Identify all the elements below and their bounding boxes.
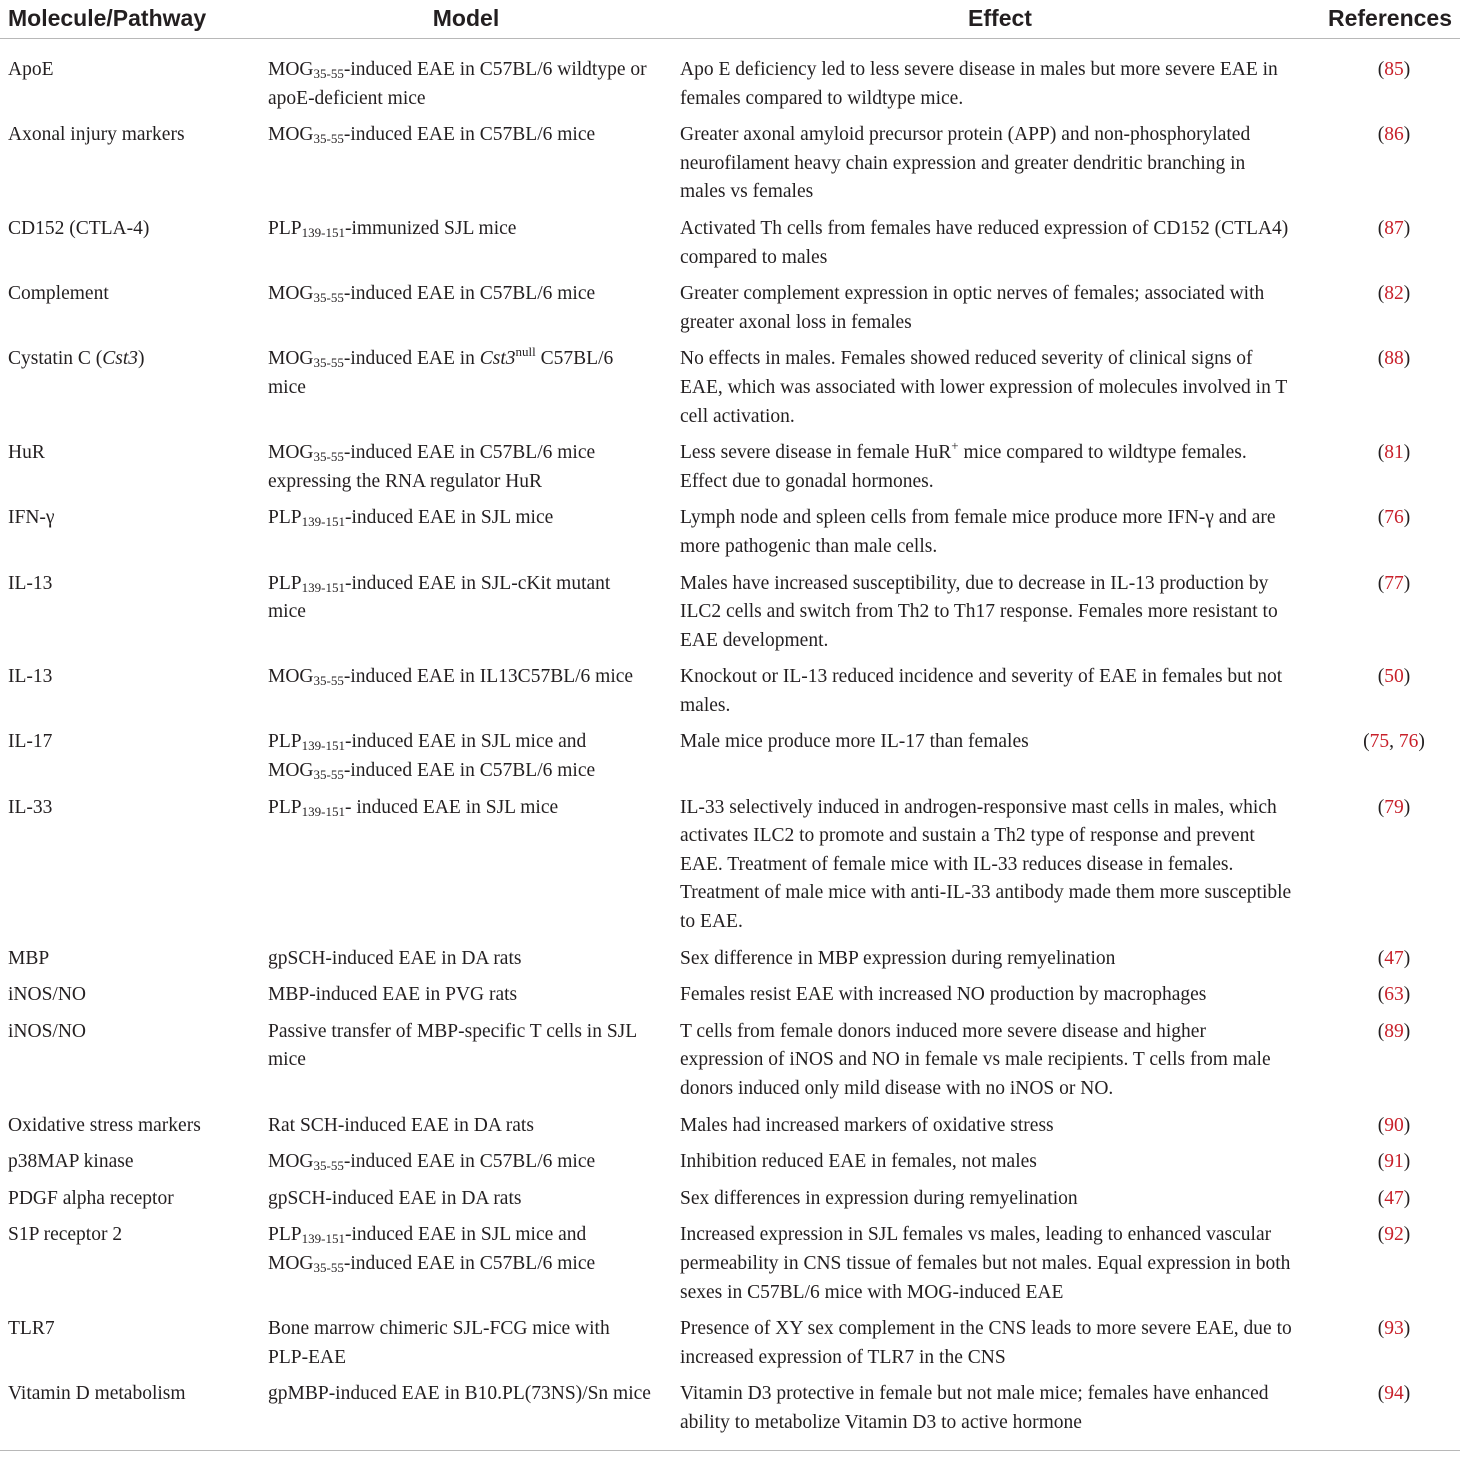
table-body bbox=[0, 39, 1460, 1451]
cell-molecule bbox=[0, 728, 260, 793]
model-text: C57BL/6 mice bbox=[268, 348, 614, 398]
reference-link[interactable]: 89 bbox=[1384, 1020, 1404, 1042]
cell-molecule bbox=[0, 1315, 260, 1380]
cell-references: (88) bbox=[1377, 348, 1411, 370]
model-text: MOG bbox=[268, 442, 314, 464]
model-text: -induced EAE in IL13C57BL/6 mice bbox=[343, 666, 634, 688]
model-text: -induced EAE in C57BL/6 mice bbox=[343, 124, 596, 146]
cell-model bbox=[260, 1380, 672, 1450]
cell-effect bbox=[672, 1148, 1328, 1185]
molecule-text: iNOS/NO bbox=[8, 984, 87, 1006]
model-text: MOG bbox=[268, 59, 314, 80]
cell-molecule bbox=[0, 504, 260, 569]
effect-text: Presence of XY sex complement in the CNS leads to more severe EAE, due to increased expression of TLR7 in the CNS bbox=[680, 1318, 1292, 1368]
cell-effect bbox=[672, 280, 1328, 345]
effect-text: Sex difference in MBP expression during remyelination bbox=[680, 947, 1116, 969]
molecule-text: iNOS/NO bbox=[8, 1020, 87, 1042]
effect-text: Lymph node and spleen cells from female mice produce more IFN-γ and are more pathogenic than male cells. bbox=[680, 507, 1276, 557]
model-text: -induced EAE in SJL mice and MOG bbox=[268, 731, 587, 782]
reference-link[interactable]: 86 bbox=[1384, 124, 1404, 146]
model-text: -induced EAE in bbox=[343, 348, 480, 370]
reference-link[interactable]: 91 bbox=[1384, 1151, 1404, 1173]
model-text: MOG bbox=[268, 283, 314, 305]
effect-text: Inhibition reduced EAE in females, not males bbox=[680, 1151, 1037, 1173]
effect-text: Vitamin D3 protective in female but not male mice; females have enhanced ability to metabolize Vitamin D3 to active hormone bbox=[680, 1383, 1269, 1433]
model-text: -immunized SJL mice bbox=[344, 217, 517, 239]
reference-link[interactable]: 82 bbox=[1384, 283, 1404, 305]
table-row bbox=[0, 1315, 1460, 1380]
cell-molecule bbox=[0, 1112, 260, 1149]
table-row bbox=[0, 1221, 1460, 1315]
model-subscript: 35-55 bbox=[313, 1158, 344, 1174]
table-row bbox=[0, 1018, 1460, 1112]
model-text: -induced EAE in C57BL/6 wildtype or apoE-deficient mice bbox=[268, 59, 647, 109]
table-row bbox=[0, 981, 1460, 1018]
reference-link[interactable]: 47 bbox=[1384, 1187, 1404, 1209]
cell-effect bbox=[672, 945, 1328, 982]
effect-text: Increased expression in SJL females vs males, leading to enhanced vascular permeability in CNS tissue of females but not males. Equal expression in both sexes in C57BL/6 mice with MOG-induced EAE bbox=[680, 1224, 1291, 1303]
cell-references: (86) bbox=[1377, 124, 1411, 146]
effect-text: Sex differences in expression during remyelination bbox=[680, 1187, 1078, 1209]
cell-model bbox=[260, 504, 672, 569]
model-text: -induced EAE in C57BL/6 mice expressing the RNA regulator HuR bbox=[268, 442, 596, 492]
molecule-text: TLR7 bbox=[8, 1318, 55, 1340]
table-row bbox=[0, 1148, 1460, 1185]
cell-effect bbox=[672, 121, 1328, 215]
cell-references: (87) bbox=[1377, 217, 1411, 239]
cell-molecule bbox=[0, 570, 260, 664]
molecule-text: IL-13 bbox=[8, 666, 53, 688]
model-subscript: 35-55 bbox=[313, 1259, 344, 1275]
cell-effect bbox=[672, 1221, 1328, 1315]
cell-effect bbox=[672, 1315, 1328, 1380]
reference-link[interactable]: 90 bbox=[1384, 1114, 1404, 1136]
reference-link[interactable]: 93 bbox=[1384, 1318, 1404, 1340]
cell-molecule bbox=[0, 1221, 260, 1315]
molecule-text: IL-33 bbox=[8, 796, 53, 818]
reference-link[interactable]: 85 bbox=[1384, 59, 1404, 80]
model-text: PLP bbox=[268, 731, 302, 753]
table-row bbox=[0, 504, 1460, 569]
header-model: Model bbox=[260, 0, 672, 39]
cell-references: (91) bbox=[1377, 1151, 1411, 1173]
cell-model bbox=[260, 1221, 672, 1315]
table-row bbox=[0, 945, 1460, 982]
model-text: -induced EAE in SJL-cKit mutant mice bbox=[268, 572, 611, 623]
header-effect: Effect bbox=[672, 0, 1328, 39]
molecule-text: HuR bbox=[8, 442, 45, 464]
model-text: MOG bbox=[268, 348, 314, 370]
cell-molecule bbox=[0, 1148, 260, 1185]
table-header bbox=[0, 0, 1460, 39]
effect-text: Less severe disease in female HuR bbox=[680, 442, 952, 464]
model-text: -induced EAE in C57BL/6 mice bbox=[343, 283, 596, 305]
table-row bbox=[0, 794, 1460, 945]
molecule-text: ApoE bbox=[8, 59, 54, 80]
molecule-text: p38MAP kinase bbox=[8, 1151, 134, 1173]
model-subscript: 35-55 bbox=[313, 767, 344, 783]
model-text: -induced EAE in SJL mice bbox=[344, 507, 554, 529]
cell-molecule bbox=[0, 981, 260, 1018]
reference-link[interactable]: 75 bbox=[1369, 731, 1390, 753]
model-subscript: 139-151 bbox=[301, 738, 345, 754]
cell-molecule bbox=[0, 345, 260, 439]
cell-effect bbox=[672, 1018, 1328, 1112]
molecule-text: S1P receptor 2 bbox=[8, 1224, 123, 1246]
molecule-text: ) bbox=[138, 348, 145, 370]
molecule-italic: Cst3 bbox=[102, 348, 139, 370]
model-text: MBP-induced EAE in PVG rats bbox=[268, 984, 518, 1006]
cell-references: (63) bbox=[1377, 984, 1411, 1006]
reference-link[interactable]: 81 bbox=[1384, 442, 1404, 464]
cell-molecule bbox=[0, 794, 260, 945]
table-row bbox=[0, 1185, 1460, 1222]
cell-model bbox=[260, 345, 672, 439]
cell-references: (82) bbox=[1377, 283, 1411, 305]
cell-references: (85) bbox=[1377, 59, 1411, 80]
cell-references: (47) bbox=[1377, 947, 1411, 969]
table-row bbox=[0, 280, 1460, 345]
cell-effect bbox=[672, 981, 1328, 1018]
cell-model bbox=[260, 1185, 672, 1222]
effect-text: Males had increased markers of oxidative stress bbox=[680, 1114, 1054, 1136]
effect-superscript: + bbox=[951, 438, 959, 454]
reference-link[interactable]: 88 bbox=[1384, 348, 1404, 370]
cell-model bbox=[260, 1112, 672, 1149]
cell-model bbox=[260, 39, 672, 122]
effect-text: T cells from female donors induced more severe disease and higher expression of iNOS and NO in female vs male recipients. T cells from male donors induced only mild disease with no iNOS or NO. bbox=[680, 1020, 1271, 1099]
reference-link[interactable]: 63 bbox=[1384, 984, 1404, 1006]
cell-references: (81) bbox=[1377, 442, 1411, 464]
reference-link[interactable]: 77 bbox=[1384, 572, 1404, 594]
cell-model bbox=[260, 794, 672, 945]
effect-text: Male mice produce more IL-17 than females bbox=[680, 731, 1029, 753]
cell-effect bbox=[672, 1185, 1328, 1222]
effect-text: IL-33 selectively induced in androgen-responsive mast cells in males, which activates ILC2 to promote and sustain a Th2 type of response and prevent EAE. Treatment of female mice with IL-33 reduces disease in females. Treatment of male mice with anti-IL-33 antibody made them more susceptible to EAE. bbox=[680, 796, 1292, 933]
model-text: -induced EAE in C57BL/6 mice bbox=[343, 760, 596, 782]
cell-model bbox=[260, 215, 672, 280]
cell-model bbox=[260, 1018, 672, 1112]
cell-molecule bbox=[0, 280, 260, 345]
table-row bbox=[0, 39, 1460, 122]
cell-molecule bbox=[0, 439, 260, 504]
model-subscript: 35-55 bbox=[313, 131, 344, 147]
cell-model bbox=[260, 663, 672, 728]
cell-references: (77) bbox=[1377, 572, 1411, 594]
model-text: MOG bbox=[268, 124, 314, 146]
cell-effect bbox=[672, 570, 1328, 664]
table-row bbox=[0, 1380, 1460, 1450]
model-text: PLP bbox=[268, 796, 302, 818]
molecule-text: IFN-γ bbox=[8, 507, 55, 529]
effect-text: Apo E deficiency led to less severe disease in males but more severe EAE in females compared to wildtype mice. bbox=[680, 59, 1278, 109]
cell-effect bbox=[672, 439, 1328, 504]
cell-references: (94) bbox=[1328, 1380, 1460, 1450]
table-row bbox=[0, 121, 1460, 215]
molecule-text: Vitamin D metabolism bbox=[8, 1383, 186, 1405]
cell-effect bbox=[672, 215, 1328, 280]
model-text: gpMBP-induced EAE in B10.PL(73NS)/Sn mice bbox=[268, 1383, 651, 1405]
model-subscript: 139-151 bbox=[301, 579, 345, 595]
cell-effect bbox=[672, 345, 1328, 439]
model-subscript: 35-55 bbox=[313, 673, 344, 689]
model-text: -induced EAE in SJL mice and MOG bbox=[268, 1224, 587, 1274]
model-subscript: 35-55 bbox=[313, 66, 344, 81]
table-row bbox=[0, 728, 1460, 793]
molecule-text: PDGF alpha receptor bbox=[8, 1187, 174, 1209]
cell-model bbox=[260, 981, 672, 1018]
cell-references: (50) bbox=[1377, 666, 1411, 688]
header-molecule: Molecule/Pathway bbox=[0, 0, 260, 39]
model-subscript: 35-55 bbox=[313, 355, 344, 371]
cell-model bbox=[260, 280, 672, 345]
model-superscript: null bbox=[515, 344, 536, 360]
model-subscript: 139-151 bbox=[301, 803, 345, 819]
molecule-text: IL-13 bbox=[8, 572, 53, 594]
reference-link[interactable]: 76 bbox=[1384, 507, 1404, 529]
cell-model bbox=[260, 121, 672, 215]
cell-references: (76) bbox=[1377, 507, 1411, 529]
molecule-text: CD152 (CTLA-4) bbox=[8, 217, 150, 239]
model-subscript: 139-151 bbox=[301, 1231, 345, 1247]
cell-molecule bbox=[0, 1018, 260, 1112]
cell-effect bbox=[672, 1380, 1328, 1450]
effect-text: No effects in males. Females showed reduced severity of clinical signs of EAE, which was associated with lower expression of molecules involved in T cell activation. bbox=[680, 348, 1287, 427]
cell-model bbox=[260, 1315, 672, 1380]
molecule-text: MBP bbox=[8, 947, 50, 969]
table-row bbox=[0, 1112, 1460, 1149]
molecule-text: Axonal injury markers bbox=[8, 124, 185, 146]
model-subscript: 139-151 bbox=[301, 224, 345, 240]
cell-references: (90) bbox=[1377, 1114, 1411, 1136]
effect-text: Greater axonal amyloid precursor protein (APP) and non-phosphorylated neurofilament heavy chain expression and greater dendritic branching in males vs females bbox=[680, 124, 1251, 203]
reference-link[interactable]: 94 bbox=[1384, 1383, 1404, 1405]
cell-references: (89) bbox=[1377, 1020, 1411, 1042]
cell-references: (92) bbox=[1377, 1224, 1411, 1246]
model-text: -induced EAE in C57BL/6 mice bbox=[343, 1252, 596, 1274]
effect-text: Knockout or IL-13 reduced incidence and severity of EAE in females but not males. bbox=[680, 666, 1283, 716]
effect-text: mice compared to wildtype females. Effect due to gonadal hormones. bbox=[680, 442, 1247, 492]
reference-link[interactable]: 50 bbox=[1384, 666, 1404, 688]
reference-link[interactable]: 92 bbox=[1384, 1224, 1404, 1246]
molecule-text: IL-17 bbox=[8, 731, 53, 753]
cell-effect bbox=[672, 39, 1328, 122]
reference-link[interactable]: 47 bbox=[1384, 947, 1404, 969]
model-text: MOG bbox=[268, 666, 314, 688]
model-subscript: 35-55 bbox=[313, 449, 344, 465]
model-text: Rat SCH-induced EAE in DA rats bbox=[268, 1114, 534, 1136]
table-row bbox=[0, 663, 1460, 728]
model-italic: Cst3 bbox=[479, 348, 516, 370]
molecule-text: Complement bbox=[8, 283, 109, 305]
cell-model bbox=[260, 945, 672, 982]
cell-molecule bbox=[0, 1380, 260, 1450]
header-row bbox=[0, 0, 1460, 39]
reference-link[interactable]: 87 bbox=[1384, 217, 1404, 239]
cell-model bbox=[260, 728, 672, 793]
model-subscript: 139-151 bbox=[301, 514, 345, 530]
table-row bbox=[0, 215, 1460, 280]
model-text: PLP bbox=[268, 217, 302, 239]
model-text: MOG bbox=[268, 1151, 314, 1173]
cell-references: (79) bbox=[1377, 796, 1411, 818]
cell-molecule bbox=[0, 663, 260, 728]
cell-molecule bbox=[0, 39, 260, 122]
model-subscript: 35-55 bbox=[313, 290, 344, 306]
model-text: - induced EAE in SJL mice bbox=[344, 796, 559, 818]
model-text: PLP bbox=[268, 572, 302, 594]
model-text: Bone marrow chimeric SJL-FCG mice with PLP-EAE bbox=[268, 1318, 610, 1368]
cell-references: (75, 76) bbox=[1363, 731, 1425, 753]
cell-molecule bbox=[0, 945, 260, 982]
cell-references: (93) bbox=[1377, 1318, 1411, 1340]
cell-molecule bbox=[0, 1185, 260, 1222]
model-text: Passive transfer of MBP-specific T cells in SJL mice bbox=[268, 1020, 637, 1071]
cell-model bbox=[260, 1148, 672, 1185]
model-text: -induced EAE in C57BL/6 mice bbox=[343, 1151, 596, 1173]
molecule-text: Cystatin C ( bbox=[8, 348, 103, 370]
reference-link[interactable]: 79 bbox=[1384, 796, 1404, 818]
table-row bbox=[0, 439, 1460, 504]
model-text: PLP bbox=[268, 507, 302, 529]
cell-model bbox=[260, 439, 672, 504]
effect-text: Activated Th cells from females have reduced expression of CD152 (CTLA4) compared to males bbox=[680, 217, 1289, 268]
cell-model bbox=[260, 570, 672, 664]
cell-effect bbox=[672, 794, 1328, 945]
cell-references: (47) bbox=[1377, 1187, 1411, 1209]
effect-text: Males have increased susceptibility, due to decrease in IL-13 production by ILC2 cells and switch from Th2 to Th17 response. Females more resistant to EAE development. bbox=[680, 572, 1278, 651]
cell-effect bbox=[672, 1112, 1328, 1149]
cell-effect bbox=[672, 728, 1328, 793]
effect-text: Females resist EAE with increased NO production by macrophages bbox=[680, 984, 1207, 1006]
header-references: References bbox=[1328, 0, 1460, 39]
model-text: gpSCH-induced EAE in DA rats bbox=[268, 1187, 522, 1209]
table-row bbox=[0, 345, 1460, 439]
cell-molecule bbox=[0, 121, 260, 215]
cell-molecule bbox=[0, 215, 260, 280]
model-text: gpSCH-induced EAE in DA rats bbox=[268, 947, 522, 969]
molecule-text: Oxidative stress markers bbox=[8, 1114, 201, 1136]
cell-effect bbox=[672, 504, 1328, 569]
model-text: PLP bbox=[268, 1224, 302, 1246]
effect-text: Greater complement expression in optic nerves of females; associated with greater axonal loss in females bbox=[680, 283, 1265, 333]
table-row bbox=[0, 570, 1460, 664]
cell-effect bbox=[672, 663, 1328, 728]
reference-link[interactable]: 76 bbox=[1398, 731, 1419, 753]
